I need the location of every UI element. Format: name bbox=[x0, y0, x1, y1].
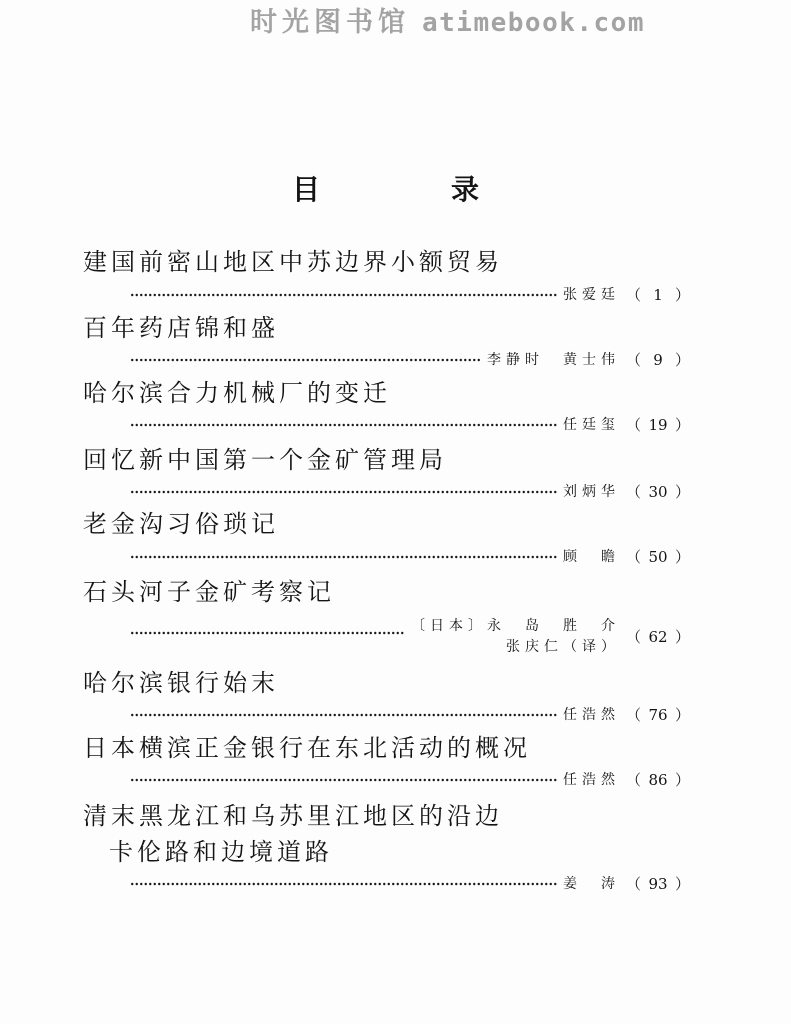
toc-entry-title: 石头河子金矿考察记 bbox=[83, 578, 335, 606]
toc-entry-title: 回忆新中国第一个金矿管理局 bbox=[83, 446, 447, 474]
toc-entry-author: 李静时 黄士伟 bbox=[487, 352, 620, 368]
toc-entry-page-number: （1） bbox=[626, 286, 690, 304]
toc-entry-author: 任浩然 bbox=[563, 707, 620, 723]
dot-leader bbox=[130, 778, 557, 782]
toc-entry-leader-row bbox=[130, 349, 690, 371]
dot-leader bbox=[130, 555, 557, 559]
toc-entry-title-continuation: 卡伦路和边境道路 bbox=[109, 838, 333, 866]
dot-leader bbox=[130, 631, 405, 635]
toc-entry-leader-row bbox=[130, 769, 690, 791]
toc-entry-leader-row bbox=[130, 414, 690, 436]
toc-entry-author-block bbox=[411, 616, 620, 658]
toc-entry-page-number: （19） bbox=[626, 416, 690, 434]
dot-leader bbox=[130, 490, 557, 494]
toc-entry-author: 任浩然 bbox=[563, 772, 620, 788]
dot-leader bbox=[130, 882, 557, 886]
toc-entry-page-number: （62） bbox=[626, 628, 690, 646]
watermark-site-url: atimebook.com bbox=[422, 8, 645, 38]
toc-entry-title: 哈尔滨合力机械厂的变迁 bbox=[83, 379, 391, 407]
dot-leader bbox=[130, 358, 481, 362]
toc-entry-title: 清末黑龙江和乌苏里江地区的沿边 bbox=[83, 802, 503, 830]
toc-entry-author: 任廷玺 bbox=[563, 417, 620, 433]
toc-entry-title: 百年药店锦和盛 bbox=[83, 314, 279, 342]
toc-entry-title: 老金沟习俗琐记 bbox=[83, 510, 279, 538]
toc-entry-author: 顾 瞻 bbox=[563, 549, 620, 565]
toc-entry-author: 张爱廷 bbox=[563, 287, 620, 303]
toc-entry-title: 哈尔滨银行始末 bbox=[83, 669, 279, 697]
page-title: 目 录 bbox=[292, 173, 505, 206]
toc-entry-page-number: （9） bbox=[626, 351, 690, 369]
toc-entry-page-number: （30） bbox=[626, 483, 690, 501]
watermark bbox=[250, 6, 645, 40]
toc-entry-leader-row bbox=[130, 546, 690, 568]
dot-leader bbox=[130, 713, 557, 717]
toc-entry-title: 建国前密山地区中苏边界小额贸易 bbox=[83, 248, 503, 276]
dot-leader bbox=[130, 423, 557, 427]
toc-entry-page-number: （76） bbox=[626, 706, 690, 724]
toc-entry-translator: 张庆仁（译） bbox=[506, 639, 620, 655]
toc-entry-page-number: （93） bbox=[626, 875, 690, 893]
toc-entry-leader-row bbox=[130, 481, 690, 503]
toc-entry-leader-row bbox=[130, 615, 690, 659]
dot-leader bbox=[130, 293, 557, 297]
toc-entry-leader-row bbox=[130, 873, 690, 895]
toc-entry-leader-row bbox=[130, 284, 690, 306]
toc-entry-author: 刘炳华 bbox=[563, 484, 620, 500]
toc-entry-leader-row bbox=[130, 704, 690, 726]
toc-entry-author: 〔日本〕永 岛 胜 介 bbox=[411, 618, 620, 634]
toc-entry-page-number: （86） bbox=[626, 771, 690, 789]
watermark-site-name: 时光图书馆 bbox=[250, 7, 410, 38]
toc-entry-page-number: （50） bbox=[626, 548, 690, 566]
toc-entry-author: 姜 涛 bbox=[563, 876, 620, 892]
toc-entry-title: 日本横滨正金银行在东北活动的概况 bbox=[83, 734, 531, 762]
